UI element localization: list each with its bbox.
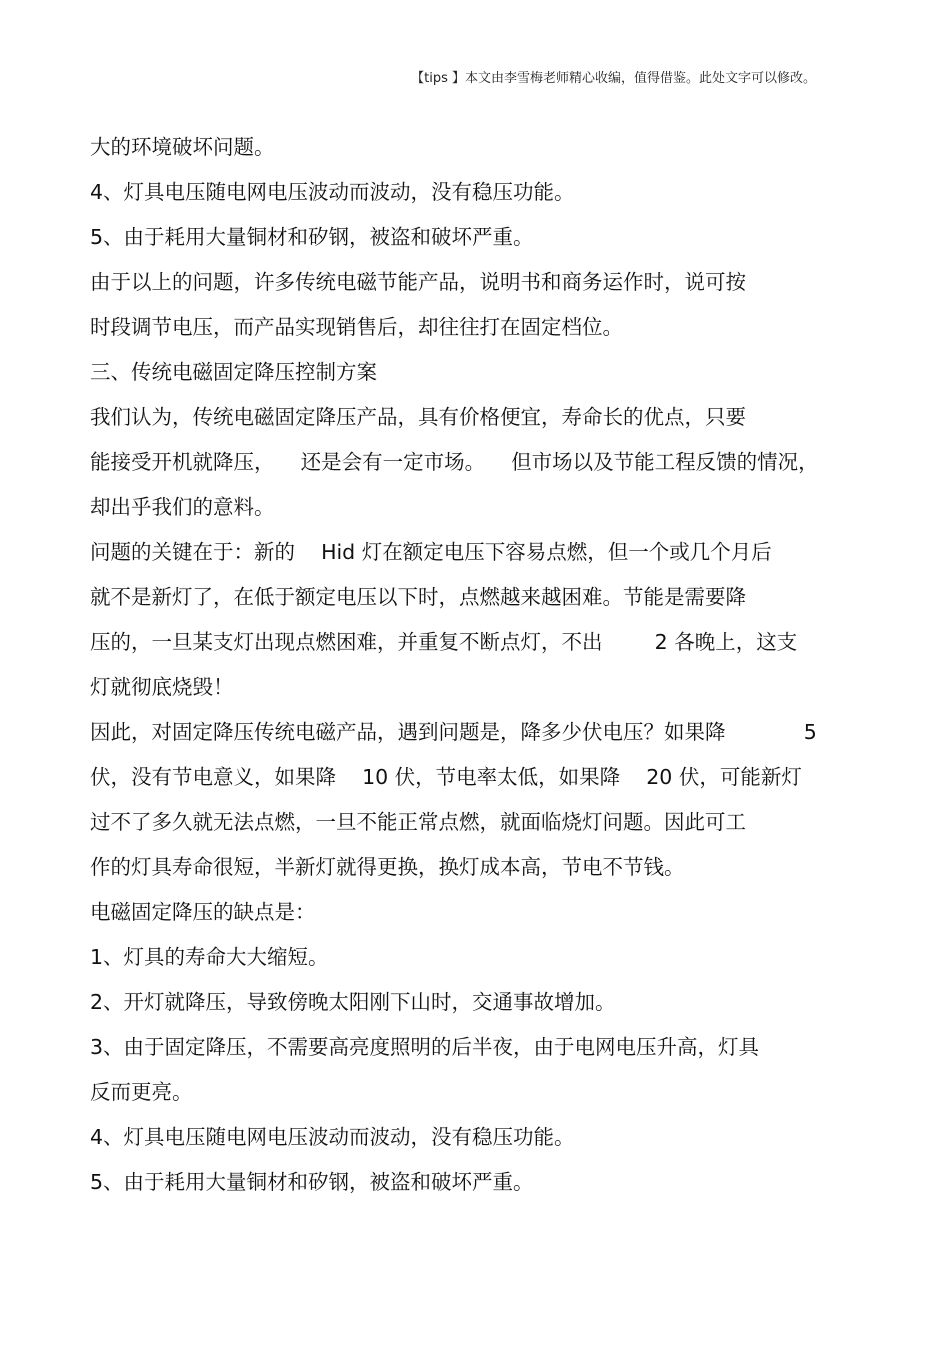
list-heading: 电磁固定降压的缺点是： <box>90 900 316 924</box>
document-body <box>90 125 860 1205</box>
paragraph-line: 过不了多久就无法点燃，一旦不能正常点燃，就面临烧灯问题。因此可工 <box>90 810 746 834</box>
paragraph-line: 灯就彻底烧毁！ <box>90 675 234 699</box>
paragraph-line: 作的灯具寿命很短，半新灯就得更换，换灯成本高，节电不节钱。 <box>90 855 685 879</box>
paragraph-line: 我们认为，传统电磁固定降压产品，具有价格便宜，寿命长的优点，只要 <box>90 405 746 429</box>
paragraph-line: 伏，没有节电意义，如果降 10 伏，节电率太低，如果降 20 伏，可能新灯 <box>90 765 802 789</box>
paragraph-line: 能接受开机就降压， 还是会有一定市场。 但市场以及节能工程反馈的情况， <box>90 450 819 474</box>
list-item: 1、灯具的寿命大大缩短。 <box>90 945 329 969</box>
paragraph-line: 由于以上的问题，许多传统电磁节能产品，说明书和商务运作时，说可按 <box>90 270 746 294</box>
header-tips-note: 【tips 】本文由李雪梅老师精心收编，值得借鉴。此处文字可以修改。 <box>411 71 816 86</box>
section-heading: 三、传统电磁固定降压控制方案 <box>90 360 377 384</box>
paragraph-line: 大的环境破坏问题。 <box>90 135 275 159</box>
paragraph-line: 就不是新灯了，在低于额定电压以下时，点燃越来越困难。节能是需要降 <box>90 585 746 609</box>
list-item: 5、由于耗用大量铜材和矽钢，被盗和破坏严重。 <box>90 1170 534 1194</box>
list-item: 3、由于固定降压，不需要高亮度照明的后半夜，由于电网电压升高，灯具 <box>90 1035 760 1059</box>
list-item: 4、灯具电压随电网电压波动而波动，没有稳压功能。 <box>90 1125 575 1149</box>
paragraph-line: 4、灯具电压随电网电压波动而波动，没有稳压功能。 <box>90 180 575 204</box>
paragraph-line: 却出乎我们的意料。 <box>90 495 275 519</box>
paragraph-line: 问题的关键在于：新的 Hid 灯在额定电压下容易点燃，但一个或几个月后 <box>90 540 772 564</box>
paragraph-line: 压的，一旦某支灯出现点燃困难，并重复不断点灯，不出 2 各晚上，这支 <box>90 630 798 654</box>
list-item: 2、开灯就降压，导致傍晚太阳刚下山时，交通事故增加。 <box>90 990 616 1014</box>
list-item-continuation: 反而更亮。 <box>90 1080 193 1104</box>
paragraph-line: 5、由于耗用大量铜材和矽钢，被盗和破坏严重。 <box>90 225 534 249</box>
paragraph-line: 因此，对固定降压传统电磁产品，遇到问题是，降多少伏电压？如果降 5 <box>90 720 817 744</box>
paragraph-line: 时段调节电压，而产品实现销售后，却往往打在固定档位。 <box>90 315 623 339</box>
